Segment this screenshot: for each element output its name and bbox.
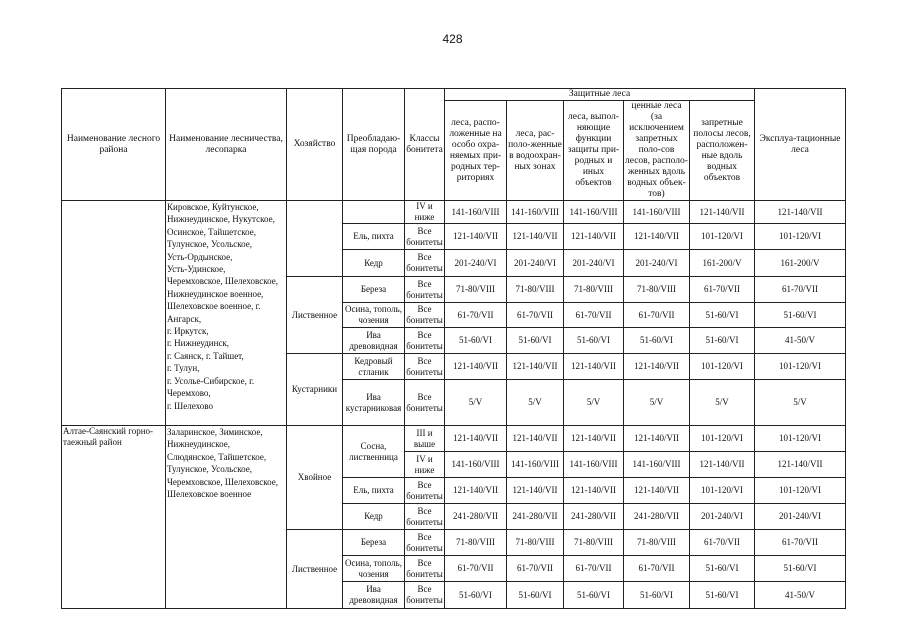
value-cell: 201-240/VI — [690, 504, 755, 530]
value-cell: 61-70/VII — [445, 556, 507, 582]
value-cell: 201-240/VI — [624, 250, 690, 277]
value-cell: 71-80/VIII — [564, 530, 624, 556]
value-cell: 121-140/VII — [564, 426, 624, 452]
forestry-line: Ангарск, — [167, 313, 202, 324]
value-cell: 121-140/VII — [445, 478, 507, 504]
value-cell: 51-60/VI — [624, 582, 690, 609]
header-protective-col: ценные леса (за исключением запретных поло-сов лесов, располо-женных вдоль водных объек-тов) — [625, 101, 688, 199]
value-cell: 71-80/VIII — [507, 277, 564, 303]
forestry-line: г. Нижнеудинск, — [167, 338, 230, 349]
value-cell: 121-140/VII — [624, 354, 690, 380]
value-cell: 141-160/VIII — [445, 452, 507, 478]
value-cell: 121-140/VII — [690, 201, 755, 224]
value-cell: 51-60/VI — [690, 582, 755, 609]
value-cell: 61-70/VII — [624, 303, 690, 328]
value-cell: 141-160/VIII — [564, 201, 624, 224]
value-cell: 201-240/VI — [755, 504, 846, 530]
forestry-line: Нижнеудинское, — [167, 439, 231, 450]
value-cell: 241-280/VII — [564, 504, 624, 530]
value-cell: 101-120/VI — [690, 354, 755, 380]
farm-cell: Лиственное — [287, 277, 343, 354]
value-cell: 61-70/VII — [690, 530, 755, 556]
table-row — [62, 201, 846, 224]
value-cell: 161-200/V — [755, 250, 846, 277]
district-cell — [62, 201, 166, 426]
value-cell: 141-160/VIII — [624, 452, 690, 478]
farm-cell: Лиственное — [287, 530, 343, 609]
value-cell: 121-140/VII — [624, 224, 690, 250]
value-cell: 51-60/VI — [755, 556, 846, 582]
class-cell: Все бонитеты — [405, 582, 445, 609]
value-cell: 121-140/VII — [564, 224, 624, 250]
header-protective-col: леса, выпол-няющие функции защиты при-родных и иных объектов — [564, 101, 624, 201]
value-cell: 121-140/VII — [755, 201, 846, 224]
value-cell: 121-140/VII — [755, 452, 846, 478]
class-cell: Все бонитеты — [405, 224, 445, 250]
header-farm: Хозяйство — [287, 89, 343, 201]
value-cell: 101-120/VI — [755, 426, 846, 452]
value-cell: 5/V — [690, 380, 755, 426]
value-cell: 121-140/VII — [507, 478, 564, 504]
class-cell: Все бонитеты — [405, 504, 445, 530]
value-cell: 161-200/V — [690, 250, 755, 277]
farm-cell: Хвойное — [287, 426, 343, 530]
class-cell: Все бонитеты — [405, 354, 445, 380]
value-cell: 121-140/VII — [564, 354, 624, 380]
forestry-line: Нижнеудинское, Нукутское, — [167, 214, 275, 225]
forestry-line: Шелеховское военное, г. — [167, 301, 261, 312]
value-cell: 5/V — [507, 380, 564, 426]
forestry-cell — [166, 201, 287, 426]
value-cell: 61-70/VII — [445, 303, 507, 328]
value-cell: 61-70/VII — [624, 556, 690, 582]
value-cell: 121-140/VII — [624, 426, 690, 452]
species-cell: Ива древовидная — [343, 582, 405, 609]
value-cell: 51-60/VI — [445, 582, 507, 609]
forestry-line: Осинское, Тайшетское, — [167, 226, 256, 237]
header-exploit: Эксплуа-тационные леса — [755, 89, 846, 201]
class-cell: Все бонитеты — [405, 277, 445, 303]
value-cell: 101-120/VI — [755, 354, 846, 380]
page-number: 428 — [442, 32, 463, 46]
forestry-line: Черемховское, Шелеховское, — [167, 476, 278, 487]
header-forestry: Наименование лесничества, лесопарка — [166, 89, 287, 201]
value-cell: 101-120/VI — [690, 224, 755, 250]
class-cell: IV и ниже — [405, 452, 445, 478]
class-cell: IV и ниже — [405, 201, 445, 224]
species-cell: Ива древовидная — [343, 328, 405, 354]
forestry-line: Черемховское, Шелеховское, — [167, 276, 278, 287]
value-cell: 121-140/VII — [507, 224, 564, 250]
value-cell: 121-140/VII — [507, 426, 564, 452]
value-cell: 201-240/VI — [445, 250, 507, 277]
value-cell: 141-160/VIII — [507, 201, 564, 224]
forestry-line: г. Усолье-Сибирское, г. — [167, 375, 255, 386]
value-cell: 61-70/VII — [755, 277, 846, 303]
forestry-line: Усть-Удинское, — [167, 264, 226, 275]
value-cell: 141-160/VIII — [445, 201, 507, 224]
species-cell: Осина, тополь, чозения — [343, 556, 405, 582]
species-cell: Ель, пихта — [343, 478, 405, 504]
value-cell: 5/V — [624, 380, 690, 426]
value-cell: 71-80/VIII — [445, 530, 507, 556]
value-cell: 71-80/VIII — [564, 277, 624, 303]
value-cell: 101-120/VI — [690, 478, 755, 504]
forestry-line: Черемхово, — [167, 388, 211, 399]
forestry-line: Тулунское, Усольское, — [167, 464, 253, 475]
forestry-line: Нижнеудинское военное, — [167, 288, 264, 299]
species-cell: Кедровый стланик — [343, 354, 405, 380]
value-cell: 61-70/VII — [507, 303, 564, 328]
forestry-line: Тулунское, Усольское, — [167, 239, 253, 250]
header-species: Преобладаю-щая порода — [343, 89, 405, 201]
forestry-line: г. Саянск, г. Тайшет, — [167, 350, 244, 361]
header-protective-col: леса, рас-поло-женные в водоохран-ных зонах — [507, 101, 564, 201]
farm-cell: Кустарники — [287, 354, 343, 426]
value-cell: 141-160/VIII — [507, 452, 564, 478]
value-cell: 61-70/VII — [507, 556, 564, 582]
value-cell: 61-70/VII — [564, 303, 624, 328]
value-cell: 141-160/VIII — [624, 201, 690, 224]
forestry-line: г. Тулун, — [167, 363, 200, 374]
value-cell: 101-120/VI — [755, 478, 846, 504]
value-cell: 5/V — [564, 380, 624, 426]
species-cell: Ель, пихта — [343, 224, 405, 250]
age-table — [61, 88, 846, 609]
forestry-line: Слюдянское, Тайшетское, — [167, 451, 267, 462]
value-cell: 101-120/VI — [755, 224, 846, 250]
value-cell: 121-140/VII — [507, 354, 564, 380]
value-cell: 5/V — [445, 380, 507, 426]
value-cell: 61-70/VII — [564, 556, 624, 582]
species-cell: Ива кустарниковая — [343, 380, 405, 426]
forestry-line: г. Иркутск, — [167, 326, 209, 337]
value-cell: 121-140/VII — [445, 224, 507, 250]
forestry-line: г. Шелехово — [167, 400, 213, 411]
value-cell: 5/V — [755, 380, 846, 426]
header-district: Наименование лесного района — [62, 89, 166, 201]
value-cell: 41-50/V — [755, 328, 846, 354]
value-cell: 51-60/VI — [755, 303, 846, 328]
value-cell: 51-60/VI — [564, 328, 624, 354]
class-cell: Все бонитеты — [405, 478, 445, 504]
value-cell: 41-50/V — [755, 582, 846, 609]
value-cell: 71-80/VIII — [624, 277, 690, 303]
forestry-line: Шелеховское военное — [167, 489, 252, 500]
class-cell: III и выше — [405, 426, 445, 452]
value-cell: 71-80/VIII — [507, 530, 564, 556]
district-cell: Алтае-Саянский горно-таежный район — [62, 426, 166, 609]
value-cell: 51-60/VI — [564, 582, 624, 609]
value-cell: 51-60/VI — [624, 328, 690, 354]
value-cell: 241-280/VII — [445, 504, 507, 530]
value-cell: 121-140/VII — [690, 452, 755, 478]
farm-cell — [287, 201, 343, 277]
header-protective-col: леса, распо-ложенные на особо охра-няемых при-родных тер-риториях — [445, 101, 507, 201]
class-cell: Все бонитеты — [405, 303, 445, 328]
value-cell: 201-240/VI — [564, 250, 624, 277]
value-cell: 61-70/VII — [690, 277, 755, 303]
value-cell: 121-140/VII — [445, 354, 507, 380]
value-cell: 51-60/VI — [690, 556, 755, 582]
species-cell: Кедр — [343, 250, 405, 277]
forestry-line: Заларинское, Зиминское, — [167, 427, 263, 437]
species-cell: Сосна, лиственница — [343, 426, 405, 478]
value-cell: 141-160/VIII — [564, 452, 624, 478]
class-cell: Все бонитеты — [405, 380, 445, 426]
header-protective-group: Защитные леса — [445, 89, 755, 101]
header-protective-col: запретные полосы лесов, расположен-ные вдоль водных объектов — [690, 101, 755, 201]
value-cell: 51-60/VI — [507, 582, 564, 609]
value-cell: 241-280/VII — [507, 504, 564, 530]
value-cell: 201-240/VI — [507, 250, 564, 277]
value-cell: 51-60/VI — [690, 328, 755, 354]
forestry-line: Кировское, Куйтунское, — [167, 202, 259, 212]
value-cell: 51-60/VI — [445, 328, 507, 354]
value-cell: 51-60/VI — [690, 303, 755, 328]
species-cell — [343, 201, 405, 224]
header-classes: Классы бонитета — [405, 89, 445, 201]
table-row — [62, 426, 846, 452]
value-cell: 101-120/VI — [690, 426, 755, 452]
value-cell: 241-280/VII — [624, 504, 690, 530]
species-cell: Береза — [343, 530, 405, 556]
value-cell: 121-140/VII — [564, 478, 624, 504]
value-cell: 121-140/VII — [445, 426, 507, 452]
value-cell: 121-140/VII — [624, 478, 690, 504]
class-cell: Все бонитеты — [405, 328, 445, 354]
forestry-line: Усть-Ордынское, — [167, 251, 233, 262]
value-cell: 51-60/VI — [507, 328, 564, 354]
value-cell: 61-70/VII — [755, 530, 846, 556]
species-cell: Осина, тополь, чозения — [343, 303, 405, 328]
value-cell: 71-80/VIII — [445, 277, 507, 303]
class-cell: Все бонитеты — [405, 530, 445, 556]
species-cell: Береза — [343, 277, 405, 303]
value-cell: 71-80/VIII — [624, 530, 690, 556]
class-cell: Все бонитеты — [405, 556, 445, 582]
class-cell: Все бонитеты — [405, 250, 445, 277]
species-cell: Кедр — [343, 504, 405, 530]
forestry-cell — [166, 426, 287, 609]
